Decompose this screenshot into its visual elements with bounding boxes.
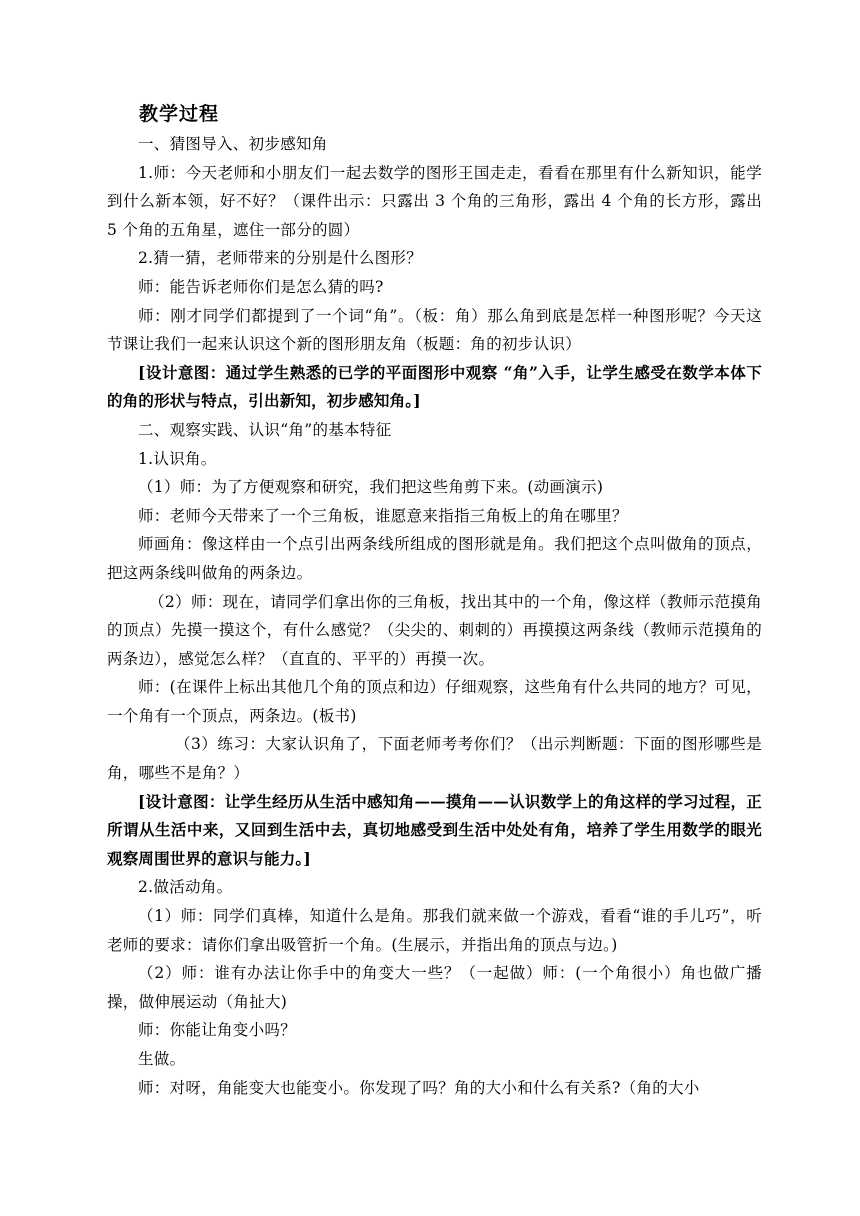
body-paragraph: 1.师：今天老师和小朋友们一起去数学的图形王国走走，看看在那里有什么新知识，能学到什么新本领，好不好？（课件出示：只露出 3 个角的三角形，露出 4 个角的长方形，露出 5 个角的五角星，遮住一部分的圆） [107, 163, 762, 239]
body-paragraph: （1）师：同学们真棒，知道什么是角。那我们就来做一个游戏，看看“谁的手儿巧”，听老师的要求：请你们拿出吸管折一个角。(生展示，并指出角的顶点与边。) [107, 907, 762, 954]
document-body [107, 100, 762, 1102]
body-paragraph: 师：能告诉老师你们是怎么猜的吗? [138, 277, 384, 296]
body-paragraph: （2）师：谁有办法让你手中的角变大一些？（一起做）师：(一个角很小）角也做广播操，做伸展运动（角扯大) [107, 964, 762, 1011]
design-intent-paragraph: [设计意图：让学生经历从生活中感知角——摸角——认识数学上的角这样的学习过程，正所谓从生活中来，又回到生活中去，真切地感受到生活中处处有角，培养了学生用数学的眼光观察周围世界的意识与能力。] [107, 791, 762, 868]
body-paragraph: 师：你能让角变小吗？ [138, 1021, 297, 1040]
body-paragraph: 1.认识角。 [138, 449, 217, 468]
design-intent-paragraph: [设计意图：通过学生熟悉的已学的平面图形中观察 “角”入手，让学生感受在数学本体下的角的形状与特点，引出新知，初步感知角。] [107, 362, 762, 411]
body-paragraph: 师：刚才同学们都提到了一个词“角”。（板：角）那么角到底是怎样一种图形呢？今天这节课让我们一起来认识这个新的图形朋友角（板题：角的初步认识） [107, 306, 762, 354]
body-paragraph: 2.猜一猜，老师带来的分别是什么图形？ [138, 249, 422, 268]
paragraph-list [107, 130, 762, 1102]
body-paragraph: 一、猜图导入、初步感知角 [138, 135, 328, 153]
body-paragraph: （2）师：现在，请同学们拿出你的三角板，找出其中的一个角，像这样（教师示范摸角的顶点）先摸一摸这个，有什么感觉？（尖尖的、刺刺的）再摸摸这两条线（教师示范摸角的两条边），感觉怎么样？（直直的、平平的）再摸一次。 [107, 592, 762, 668]
section-title: 教学过程 [139, 103, 220, 125]
body-paragraph: 师：老师今天带来了一个三角板，谁愿意来指指三角板上的角在哪里？ [138, 506, 628, 525]
body-paragraph: （1）师：为了方便观察和研究，我们把这些角剪下来。(动画演示) [138, 478, 604, 497]
body-paragraph: （3）练习：大家认识角了，下面老师考考你们？（出示判断题：下面的图形哪些是角，哪些不是角？） [107, 735, 762, 783]
body-paragraph: 师：对呀，角能变大也能变小。你发现了吗？角的大小和什么有关系?（角的大小 [138, 1078, 700, 1097]
body-paragraph: 二、观察实践、认识“角”的基本特征 [138, 420, 392, 439]
body-paragraph: 师画角：像这样由一个点引出两条线所组成的图形就是角。我们把这个点叫做角的顶点，把这两条线叫做角的两条边。 [107, 535, 762, 582]
body-paragraph: 2.做活动角。 [138, 878, 233, 897]
body-paragraph: 师：(在课件上标出其他几个角的顶点和边）仔细观察，这些角有什么共同的地方？可见，一个角有一个顶点，两条边。(板书) [107, 678, 762, 725]
body-paragraph: 生做。 [138, 1050, 186, 1068]
